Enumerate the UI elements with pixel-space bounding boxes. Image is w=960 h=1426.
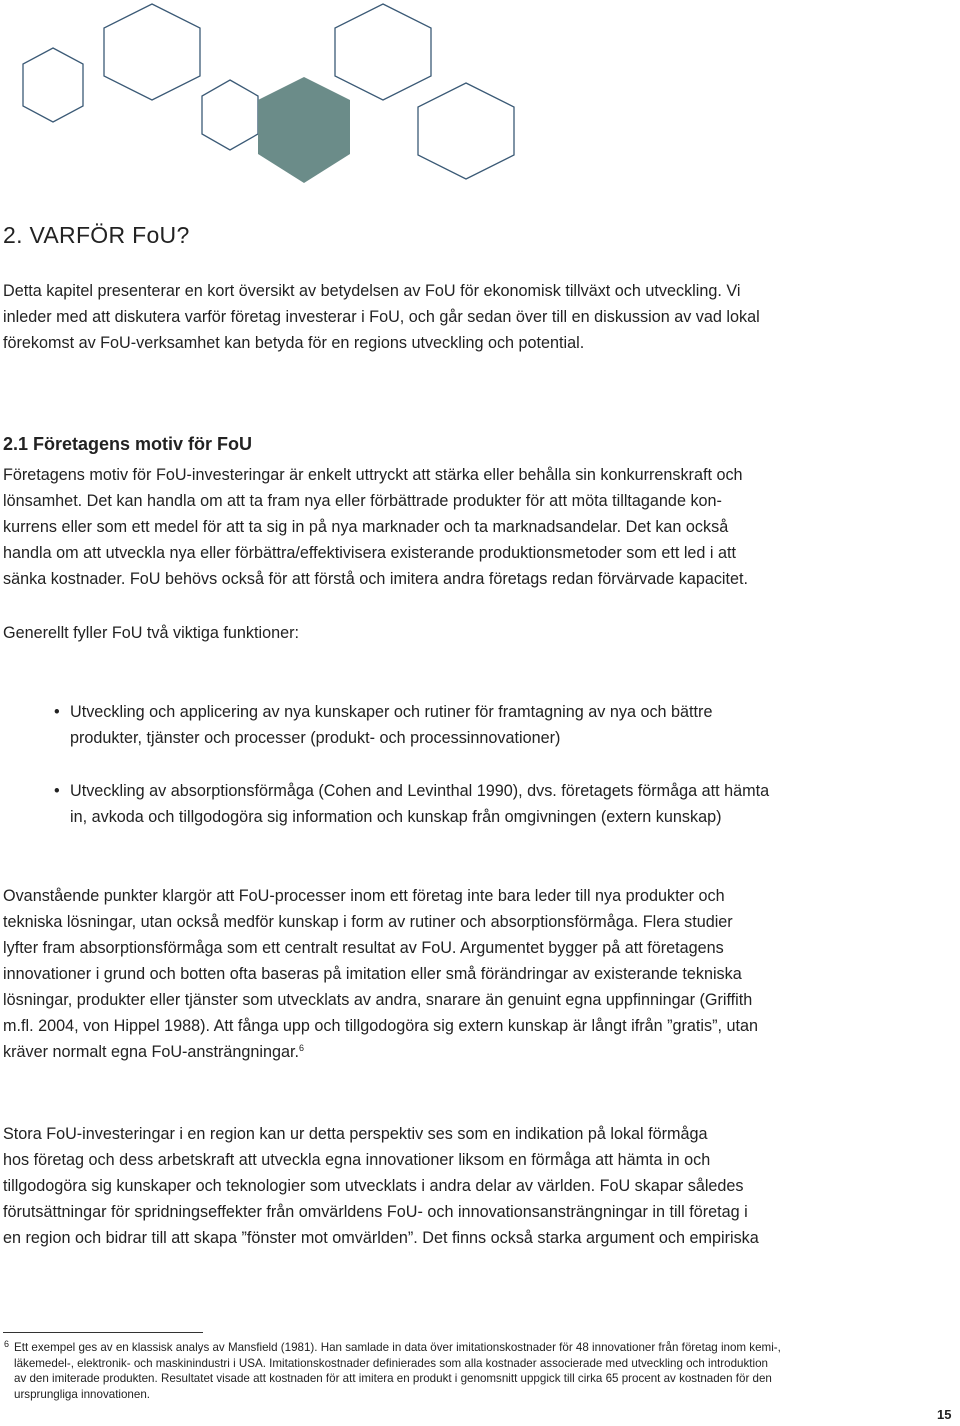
text-line: in, avkoda och tillgodogöra sig information och kunskap från omgivningen (extern kunskap) <box>70 808 722 826</box>
text-line: innovationer i grund och botten ofta baseras på imitation eller små förändringar av existerande tekniska <box>3 965 742 983</box>
intro-paragraph <box>3 278 943 356</box>
text-line: Utveckling av absorptionsförmåga (Cohen and Levinthal 1990), dvs. företagets förmåga att hämta <box>70 782 770 800</box>
text-line: hos företag och dess arbetskraft att utveckla egna innovationer liksom en förmåga att hämta in och <box>3 1151 711 1169</box>
text-line: Företagens motiv för FoU-investeringar är enkelt uttryckt att stärka eller behålla sin konkurrenskraft och <box>3 466 743 484</box>
paragraph-motives <box>3 462 943 592</box>
text-line: Ett exempel ges av en klassisk analys av Mansfield (1981). Han samlade in data över imitationskostnader för 48 innovationer från företag inom kemi-, <box>14 1341 781 1354</box>
text-line: produkter, tjänster och processer (produkt- och processinnovationer) <box>70 729 561 747</box>
text-line: en region och bidrar till att skapa ”fönster mot omvärlden”. Det finns också starka argument och empiriska <box>3 1229 759 1247</box>
paragraph-functions-intro: Generellt fyller FoU två viktiga funktioner: <box>3 624 299 642</box>
text-line: lösningar, produkter eller tjänster som utvecklats av andra, snarare än genuint egna uppfinningar (Griffith <box>3 991 753 1009</box>
text-line: Utveckling och applicering av nya kunskaper och rutiner för framtagning av nya och bättre <box>70 703 713 721</box>
bullet-marker: • <box>54 703 60 721</box>
text-line: förekomst av FoU-verksamhet kan betyda för en regions utveckling och potential. <box>3 334 585 352</box>
hexagon-outline-3 <box>202 80 258 150</box>
page-number: 15 <box>937 1407 952 1422</box>
bullet-marker: • <box>54 782 60 800</box>
text-line: av den imiterade produkten. Resultatet visade att kostnaden för att imitera en produkt i genomsnitt uppgick till cirka 65 procent av kostnaden för den <box>14 1372 772 1385</box>
text-line: lyfter fram absorptionsförmåga som ett centralt resultat av FoU. Argumentet bygger på att företagens <box>3 939 724 957</box>
footnote-number: 6 <box>4 1339 10 1349</box>
hexagon-outline-5 <box>418 83 514 179</box>
subsection-heading: 2.1 Företagens motiv för FoU <box>3 434 253 454</box>
text-line: lönsamhet. Det kan handla om att ta fram nya eller förbättrade produkter för att möta tilltagande kon- <box>3 492 722 510</box>
footnote-reference[interactable]: 6 <box>299 1043 305 1053</box>
text-line: inleder med att diskutera varför företag investerar i FoU, och går sedan över till en diskussion av vad lokal <box>3 308 760 326</box>
text-line: förutsättningar för spridningseffekter från omvärldens FoU- och innovationsansträngningar in till företag i <box>3 1203 748 1221</box>
text-line: Ovanstående punkter klargör att FoU-processer inom ett företag inte bara leder till nya produkter och <box>3 887 725 905</box>
text-line: ursprungliga innovationen. <box>14 1387 151 1401</box>
hexagon-outline-2 <box>104 4 200 100</box>
text-line: Detta kapitel presenterar en kort översikt av betydelsen av FoU för ekonomisk tillväxt och utveckling. Vi <box>3 282 741 300</box>
hexagon-outline-1 <box>23 48 83 122</box>
text-line: tillgodogöra sig kunskaper och teknologier som utvecklats i andra delar av världen. FoU skapar således <box>3 1177 744 1195</box>
text-line <box>3 1039 943 1065</box>
paragraph-regional <box>3 1121 943 1251</box>
text-line: läkemedel-, elektronik- och maskinindustri i USA. Imitationskostnader definierades som alla kostnader associerade med utveckling och introduktion <box>14 1356 768 1370</box>
hexagon-filled <box>258 77 350 183</box>
section-heading: 2. VARFÖR FoU? <box>3 222 190 248</box>
text-line: tekniska lösningar, utan också medför kunskap i form av rutiner och absorptionsförmåga. Flera studier <box>3 913 733 931</box>
text-line: m.fl. 2004, von Hippel 1988). Att fånga upp och tillgodogöra sig extern kunskap är långt ifrån ”gratis”, utan <box>3 1017 758 1035</box>
footnote-text <box>14 1340 781 1402</box>
text-line: Stora FoU-investeringar i en region kan ur detta perspektiv ses som en indikation på lokal förmåga <box>3 1125 708 1143</box>
text-line: handla om att utveckla nya eller förbättra/effektivisera existerande produktionsmetoder som ett led i att <box>3 544 737 562</box>
hexagon-outline-4 <box>335 4 431 100</box>
text-line: sänka kostnader. FoU behövs också för att förstå och imitera andra företags redan förvärvade kapacitet. <box>3 570 749 588</box>
hexagon-decoration <box>0 0 530 200</box>
text-line-content: kräver normalt egna FoU-ansträngningar. <box>3 1043 300 1061</box>
footnote-divider <box>3 1332 203 1333</box>
text-line: kurrens eller som ett medel för att ta sig in på nya marknader och ta marknadsandelar. Det kan också <box>3 518 729 536</box>
paragraph-absorption <box>3 883 943 1065</box>
